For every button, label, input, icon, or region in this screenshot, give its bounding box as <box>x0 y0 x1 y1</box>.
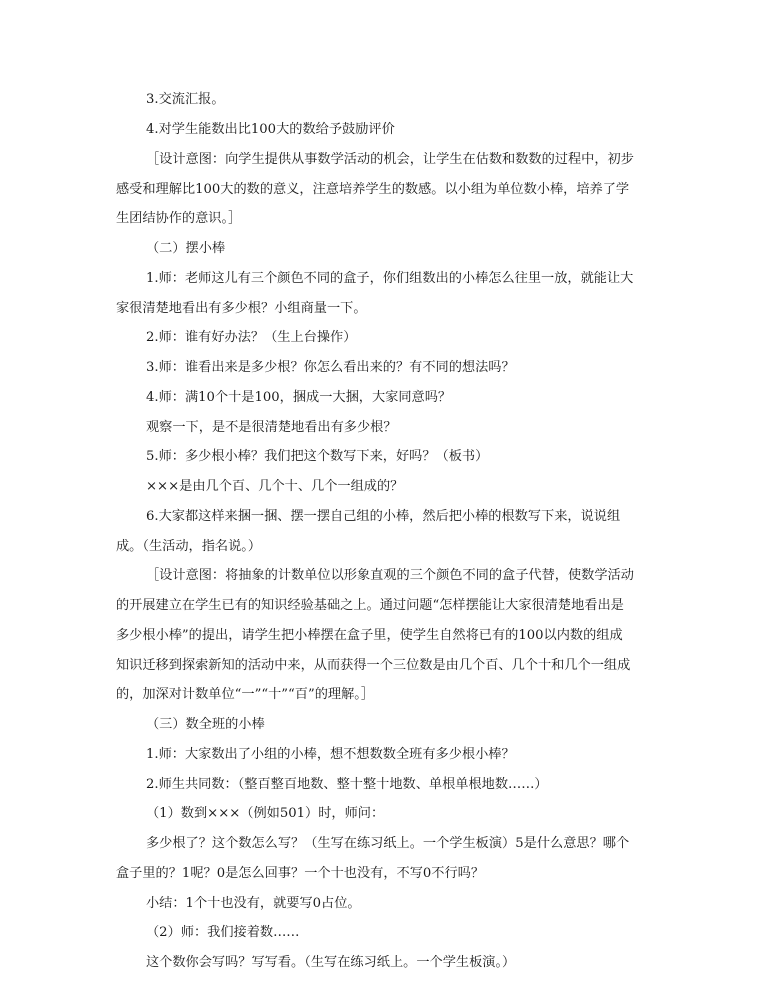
text-line: 多少根小棒”的提出，请学生把小棒摆在盒子里，使学生自然将已有的100以内数的组成 <box>116 628 623 643</box>
text-line: （2）师：我们接着数…… <box>146 925 300 940</box>
text-line: 4.师：满10个十是100，捆成一大捆，大家同意吗？ <box>146 390 452 405</box>
text-line: 5.师：多少根小棒？我们把这个数写下来，好吗？（板书） <box>146 449 489 464</box>
text-line: 成。（生活动，指名说。） <box>116 539 262 554</box>
text-line: 2.师生共同数：（整百整百地数、整十整十地数、单根单根地数……） <box>146 777 548 792</box>
text-line: 4.对学生能数出比100大的数给予鼓励评价 <box>146 122 395 137</box>
text-line: 多少根了？这个数怎么写？（生写在练习纸上。一个学生板演）5是什么意思？哪个 <box>146 836 630 851</box>
text-line: 3.师：谁看出来是多少根？你怎么看出来的？有不同的想法吗？ <box>146 360 515 375</box>
section-heading: （三）数全班的小棒 <box>146 717 265 732</box>
text-line: 盒子里的？1呢？0是怎么回事？一个十也没有，不写0不行吗？ <box>116 866 485 881</box>
text-line: ×××是由几个百、几个十、几个一组成的？ <box>146 479 404 494</box>
text-line: 家很清楚地看出有多少根？小组商量一下。 <box>116 301 367 316</box>
text-line: 生团结协作的意识。］ <box>116 211 242 226</box>
text-line: 小结：1个十也没有，就要写0占位。 <box>146 896 361 911</box>
text-line: 知识迁移到探索新知的活动中来，从而获得一个三位数是由几个百、几个十和几个一组成 <box>116 658 631 673</box>
text-line: 这个数你会写吗？写写看。（生写在练习纸上。一个学生板演。） <box>146 955 516 970</box>
text-line: 的，加深对计数单位“一”“十”“百”的理解。］ <box>116 687 375 702</box>
text-line: 感受和理解比100大的数的意义，注意培养学生的数感。以小组为单位数小棒，培养了学 <box>116 182 630 197</box>
text-line: 6.大家都这样来捆一捆、摆一摆自己组的小棒，然后把小棒的根数写下来，说说组 <box>146 509 621 524</box>
text-line: 2.师：谁有好办法？（生上台操作） <box>146 330 357 345</box>
text-line: 的开展建立在学生已有的知识经验基础之上。通过问题“怎样摆能让大家很清楚地看出是 <box>116 598 624 613</box>
section-heading: （二）摆小棒 <box>146 241 226 256</box>
text-line: 1.师：大家数出了小组的小棒，想不想数数全班有多少根小棒？ <box>146 747 515 762</box>
text-line: ［设计意图：将抽象的计数单位以形象直观的三个颜色不同的盒子代替，使数学活动 <box>146 568 634 583</box>
text-line: 观察一下，是不是很清楚地看出有多少根？ <box>146 420 397 435</box>
text-line: 3.交流汇报。 <box>146 92 225 107</box>
text-line: ［设计意图：向学生提供从事数学活动的机会，让学生在估数和数数的过程中，初步 <box>146 152 634 167</box>
text-line: 1.师：老师这儿有三个颜色不同的盒子，你们组数出的小棒怎么往里一放，就能让大 <box>146 271 634 286</box>
text-line: （1）数到×××（例如501）时，师问： <box>146 806 385 821</box>
